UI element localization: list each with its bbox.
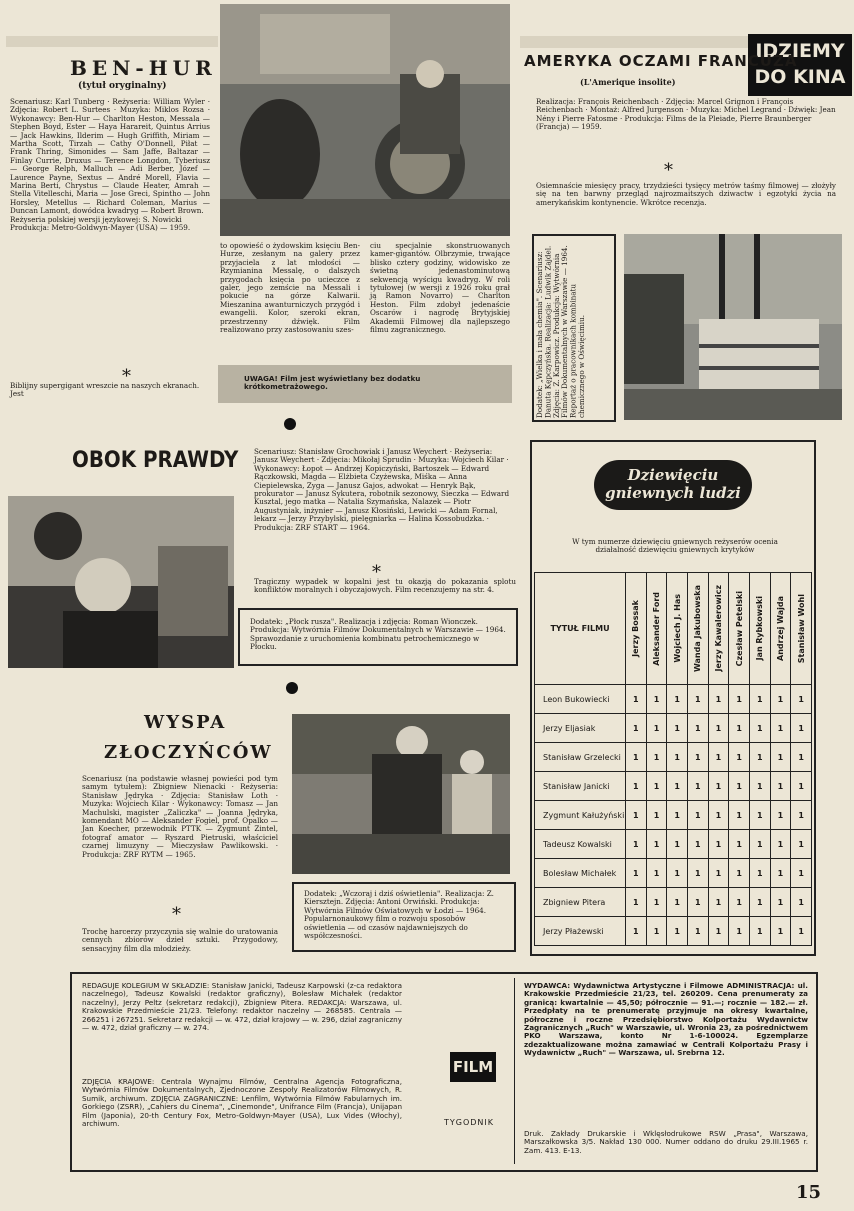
ratings-row	[535, 917, 812, 946]
rating-cell: 1	[687, 888, 708, 917]
ratings-banner-text: Dziewięciu gniewnych ludzi	[605, 466, 741, 502]
ratings-row	[535, 888, 812, 917]
rating-cell: 1	[626, 917, 647, 946]
rating-cell: 1	[626, 714, 647, 743]
rating-cell: 1	[770, 830, 791, 859]
rating-cell: 1	[708, 917, 729, 946]
critic-name: Zbigniew Pitera	[535, 888, 626, 917]
critic-name: Stanisław Grzelecki	[535, 743, 626, 772]
ratings-intro: W tym numerze dziewięciu gniewnych reżyserów ocenia działalność dziewięciu gniewnych krytyków	[572, 537, 778, 555]
rating-cell: 1	[749, 743, 770, 772]
rating-cell: 1	[646, 801, 667, 830]
footer-right2: Druk. Zakłady Drukarskie i Wklęsłodrukowe RSW „Prasa", Warszawa, Marszałkowska 3/5. Nakład 130 000. Numer oddano do druku 29.III.1965 r. Zam. 413. E-13.	[524, 1129, 808, 1155]
rating-cell: 1	[626, 685, 647, 714]
rating-cell: 1	[791, 743, 812, 772]
critic-name: Stanisław Janicki	[535, 772, 626, 801]
rating-cell: 1	[646, 888, 667, 917]
ratings-row	[535, 743, 812, 772]
rating-cell: 1	[646, 772, 667, 801]
ratings-header-row	[535, 573, 812, 685]
obok-desc: Tragiczny wypadek w kopalni jest tu okazją do pokazania splotu konfliktów moralnych i obyczajowych. Film recenzujemy na str. 4.	[254, 577, 516, 595]
header-bar-left	[6, 36, 218, 47]
rating-cell: 1	[667, 685, 688, 714]
film-logo-sub: TYGODNIK	[444, 1118, 495, 1127]
judge-header	[749, 573, 770, 685]
star-ameryka: *	[664, 160, 673, 181]
benhur-warning: UWAGA! Film jest wyświetlany bez dodatku krótkometrażowego.	[218, 365, 512, 403]
benhur-col2: to opowieść o żydowskim księciu Ben-Hurze, zesłanym na galery przez przyjaciela z lat młodości — Rzymianina Messalę, o dalszych przygodach księcia po ucieczce z galer, jego zemście na Messali i pokucie na górze Kalwarii. Mieszanina awanturniczych przygód i ewangelii. Kolor, szeroki ekran, przestrzenny dźwięk. Film realizowano przy zastosowaniu szes-	[220, 241, 360, 335]
rating-cell: 1	[791, 859, 812, 888]
rating-cell: 1	[791, 917, 812, 946]
benhur-intro: Biblijny supergigant wreszcie na naszych ekranach. Jest	[10, 381, 200, 399]
rating-cell: 1	[667, 830, 688, 859]
rating-cell: 1	[749, 685, 770, 714]
benhur-credits: Scenariusz: Karl Tunberg · Reżyseria: William Wyler · Zdjęcia: Robert L. Surtees · Muzyka: Miklos Rozsa · Wykonawcy: Ben-Hur — Charlton Heston, Messala — Stephen Boyd, Ester — Haya Harareit, Quintus Arrius — Jack Hawkins, Ilderim — Hugh Griffith, Miriam — Martha Scott, Tirzah — Cathy O'Donnell, Piłat — Frank Thring, Simonides — Sam Jaffe, Baltazar — Finlay Currie, Druxus — Terence Longdon, Tyberiusz — George Relph, Malluch — Adi Berber, Józef — Laurence Payne, Sextus — André Morell, Flavia — Marina Berti, Chrystus — Claude Heater, Amrah — Stella Vitelleschi, Maria — Jose Greci, Spintho — John Horsley, Metellus — Richard Coleman, Marius — Duncan Lamont, dowódca kwadryg — Robert Brown. Reżyseria polskiej wersji językowej: S. Nowicki Produkcja: Metro-Goldwyn-Mayer (USA) — 1959.	[10, 97, 210, 233]
rating-cell: 1	[749, 830, 770, 859]
judge-name: Stanisław Wohl	[796, 593, 806, 664]
star-wyspa: *	[172, 904, 181, 925]
rating-cell: 1	[729, 830, 750, 859]
rating-cell: 1	[708, 859, 729, 888]
ameryka-credits: Realizacja: François Reichenbach · Zdjęcia: Marcel Grignon i François Reichenbach · Montaż: Alfred Jurgenson · Muzyka: Michel Legrand · Dźwięk: Jean Nény i Pierre Fatosme · Produkcja: Films de la Pleiade, Pierre Braunberger (Francja) — 1959.	[536, 97, 836, 132]
ratings-row	[535, 714, 812, 743]
ratings-row	[535, 830, 812, 859]
rating-cell: 1	[646, 685, 667, 714]
ratings-row	[535, 685, 812, 714]
rating-cell: 1	[770, 714, 791, 743]
critic-name: Leon Bukowiecki	[535, 685, 626, 714]
rating-cell: 1	[729, 801, 750, 830]
rating-cell: 1	[626, 772, 647, 801]
critic-name: Bolesław Michałek	[535, 859, 626, 888]
rating-cell: 1	[667, 743, 688, 772]
rating-cell: 1	[791, 830, 812, 859]
judge-name: Wojciech J. Has	[672, 594, 682, 663]
judge-header	[667, 573, 688, 685]
rating-cell: 1	[646, 743, 667, 772]
judge-name: Andrzej Wajda	[775, 596, 785, 661]
judge-header	[687, 573, 708, 685]
judge-header	[646, 573, 667, 685]
rating-cell: 1	[626, 801, 647, 830]
critic-name: Jerzy Płażewski	[535, 917, 626, 946]
ratings-box	[530, 440, 816, 956]
ratings-table	[534, 572, 812, 946]
chariot-race-image	[220, 4, 510, 236]
campers-image	[292, 714, 510, 874]
ameryka-photo	[624, 234, 842, 420]
rating-cell: 1	[749, 859, 770, 888]
wyspa-photo	[292, 714, 510, 874]
rating-cell: 1	[646, 830, 667, 859]
wyspa-credits: Scenariusz (na podstawie własnej powieści pod tym samym tytułem): Zbigniew Nienacki · Reżyseria: Stanisław Jędryka · Zdjęcia: Stanisław Loth · Muzyka: Wojciech Kilar · Wykonawcy: Tomasz — Jan Machulski, magister „Zaliczka" — Joanna Jędryka, komendant MO — Aleksander Fogiel, prof. Opalko — Jan Koecher, przewodnik PTTK — Zygmunt Zintel, fotograf amator — Ryszard Pietruski, właściciel czarnej limuzyny — Mieczysław Pawlikowski. · Produkcja: ZRF RYTM — 1965.	[82, 774, 278, 859]
rating-cell: 1	[626, 830, 647, 859]
judge-name: Wanda Jakubowska	[693, 584, 703, 673]
rating-cell: 1	[646, 714, 667, 743]
ratings-row	[535, 859, 812, 888]
benhur-orig: (tytuł oryginalny)	[78, 81, 167, 91]
obok-photo	[8, 496, 234, 668]
ratings-corner: TYTUŁ FILMU	[535, 573, 626, 685]
ratings-row	[535, 801, 812, 830]
steamboat-image	[624, 234, 842, 420]
rating-cell: 1	[667, 772, 688, 801]
judge-name: Jerzy Kawalerowicz	[713, 585, 723, 672]
rating-cell: 1	[729, 714, 750, 743]
star-obok: *	[372, 562, 381, 583]
rating-cell: 1	[687, 772, 708, 801]
rating-cell: 1	[708, 772, 729, 801]
footer-box	[70, 972, 818, 1172]
ameryka-orig: (L'Amerique insolite)	[580, 77, 676, 87]
judge-header	[626, 573, 647, 685]
rating-cell: 1	[749, 888, 770, 917]
rating-cell: 1	[729, 685, 750, 714]
page-number: 15	[796, 1182, 822, 1203]
ratings-banner	[594, 460, 752, 510]
rating-cell: 1	[667, 888, 688, 917]
rating-cell: 1	[626, 888, 647, 917]
rating-cell: 1	[687, 859, 708, 888]
critic-name: Zygmunt Kałużyński	[535, 801, 626, 830]
rating-cell: 1	[729, 888, 750, 917]
benhur-col3: ciu specjalnie skonstruowanych kamer-gigantów. Olbrzymie, trwające blisko cztery godziny, widowisko ze świetną jedenastominutową sekwencją wyścigu kwadryg. W roli tytułowej (w wersji z 1926 roku grał ją Ramon Novarro) — Charlton Heston. Film zdobył jedenaście Oscarów i nagrodę Brytyjskiej Akademii Filmowej dla najlepszego filmu zagranicznego.	[370, 241, 510, 335]
benhur-title: BEN-HUR	[70, 56, 217, 80]
benhur-photo	[220, 4, 510, 236]
rating-cell: 1	[770, 772, 791, 801]
ameryka-side-box	[532, 234, 616, 422]
judge-name: Czesław Petelski	[734, 590, 744, 667]
rating-cell: 1	[667, 714, 688, 743]
header-bar-right	[520, 36, 750, 48]
rating-cell: 1	[626, 743, 647, 772]
rating-cell: 1	[791, 801, 812, 830]
rating-cell: 1	[687, 743, 708, 772]
wyspa-title1: WYSPA	[144, 712, 227, 733]
ameryka-desc: Osiemnaście miesięcy pracy, trzydzieści tysięcy metrów taśmy filmowej — złożyły się na ten barwny przegląd najrozmaitszych dziwactw i egzotyki życia na amerykańskim kontynencie. Wkrótce recenzja.	[536, 181, 836, 207]
rating-cell: 1	[770, 743, 791, 772]
footer-left1: REDAGUJE KOLEGIUM W SKŁADZIE: Stanisław Janicki, Tadeusz Karpowski (z-ca redaktora naczelnego), Tadeusz Kowalski (redaktor graficzny), Bolesław Michałek (redaktor naczelny), Jerzy Peltz (sekretarz redakcji), Zbigniew Pitera. REDAKCJA: Warszawa, ul. Krakowskie Przedmieście 21/23. Telefony: redaktor naczelny — 268585. Centrala — 266251 i 267251. Sekretarz redakcji — w. 472, dział krajowy — w. 296, dział zagraniczny — w. 472, dział graficzny — w. 274.	[82, 981, 402, 1033]
section-tag: IDZIEMY DO KINA	[748, 34, 852, 96]
obok-title: OBOK PRAWDY	[72, 448, 239, 473]
wyspa-addon: Dodatek: „Wczoraj i dziś oświetlenia". Realizacja: Z. Kiersztejn. Zdjęcia: Antoni Orwiński. Produkcja: Wytwórnia Filmów Oświatowych w Łodzi — 1964. Popularnonaukowy film o rozwoju sposobów oświetlenia — od czasów najdawniejszych do współczesności.	[292, 882, 516, 952]
rating-cell: 1	[708, 685, 729, 714]
judge-header	[791, 573, 812, 685]
bullet-2	[286, 682, 298, 694]
judge-header	[770, 573, 791, 685]
rating-cell: 1	[749, 801, 770, 830]
rating-cell: 1	[687, 917, 708, 946]
rating-cell: 1	[687, 830, 708, 859]
obok-addon: Dodatek: „Płock rusza". Realizacja i zdjęcia: Roman Wionczek. Produkcja: Wytwórnia Filmów Dokumentalnych w Warszawie — 1964. Sprawozdanie z uruchomienia kombinatu petrochemicznego w Płocku.	[238, 608, 518, 666]
rating-cell: 1	[770, 685, 791, 714]
rating-cell: 1	[791, 888, 812, 917]
footer-divider	[514, 978, 515, 1164]
rating-cell: 1	[729, 917, 750, 946]
rating-cell: 1	[770, 917, 791, 946]
rating-cell: 1	[687, 685, 708, 714]
rating-cell: 1	[708, 830, 729, 859]
rating-cell: 1	[667, 917, 688, 946]
critic-name: Jerzy Eljasiak	[535, 714, 626, 743]
rating-cell: 1	[667, 801, 688, 830]
judge-name: Jerzy Bossak	[631, 600, 641, 657]
star-benhur: *	[122, 366, 131, 387]
judge-name: Jan Rybkowski	[755, 596, 765, 661]
judge-name: Aleksander Ford	[651, 591, 661, 666]
rating-cell: 1	[791, 772, 812, 801]
wyspa-desc: Trochę harcerzy przyczynia się walnie do uratowania cennych zbiorów dzieł sztuki. Przygodowy, sensacyjny film dla młodzieży.	[82, 927, 278, 953]
rating-cell: 1	[708, 743, 729, 772]
rating-cell: 1	[770, 801, 791, 830]
wyspa-title2: ZŁOCZYŃCÓW	[104, 742, 273, 763]
rating-cell: 1	[646, 859, 667, 888]
courtroom-image	[8, 496, 234, 668]
film-logo: FILM	[450, 1052, 496, 1082]
ratings-row	[535, 772, 812, 801]
rating-cell: 1	[708, 801, 729, 830]
ameryka-side-text: Dodatek: „Wielka i mała chemia". Scenariusz: Danuta Kępczyńska. Realizacja: Ludwik Zajdel. Zdjęcia: Z. Karpowicz. Produkcja: Wytwórnia Filmów Dokumentalnych w Warszawie — 1964. Reportaż o pracownikach kombinatu chemicznego w Oświęcimiu.	[535, 245, 587, 418]
rating-cell: 1	[749, 772, 770, 801]
judge-header	[708, 573, 729, 685]
rating-cell: 1	[667, 859, 688, 888]
rating-cell: 1	[729, 743, 750, 772]
rating-cell: 1	[791, 714, 812, 743]
footer-right1: WYDAWCA: Wydawnictwa Artystyczne i Filmowe ADMINISTRACJA: ul. Krakowskie Przedmieście 21/23, tel. 260209. Cena prenumeraty za granicą: kwartalnie — 45,50; półrocznie — 91.—; rocznie — 182.— zł. Przedpłaty na te prenumeratę przyjmuje na okresy kwartalne, półroczne i roczne Przedsiębiorstwo Kolportażu Wydawnictw Zagranicznych „Ruch" w Warszawie, ul. Wronia 23, za pośrednictwem PKO Warszawa, konto Nr 1-6-100024. Egzemplarze zdezaktualizowane można zamawiać w Centrali Kolportażu Prasy i Wydawnictw „Ruch" — Warszawa, ul. Srebrna 12.	[524, 981, 808, 1058]
obok-credits: Scenariusz: Stanisław Grochowiak i Janusz Weychert · Reżyseria: Janusz Weychert · Zdjęcia: Mikołaj Sprudin · Muzyka: Wojciech Kilar · Wykonawcy: Łopot — Andrzej Kopiczyński, Bartoszek — Edward Rączkowski, Magda — Elżbieta Czyżewska, Miśka — Anna Ciepielewska, Zyga — Janusz Gajos, adwokat — Henryk Bąk, prokurator — Janusz Sykutera, robotnik sezonowy, Sieczka — Edward Kusztal, jego matka — Natalia Szymańska, Nalazek — Piotr Augustyniak, inżynier — Janusz Kłosiński, Lewicki — Adam Fornal, lekarz — Jerzy Przybylski, pielęgniarka — Halina Kossobudzka. · Produkcja: ZRF START — 1964.	[254, 447, 510, 532]
bullet-1	[284, 418, 296, 430]
rating-cell: 1	[749, 917, 770, 946]
rating-cell: 1	[729, 772, 750, 801]
rating-cell: 1	[791, 685, 812, 714]
rating-cell: 1	[687, 801, 708, 830]
ameryka-title: AMERYKA OCZAMI FRANCUZA	[524, 52, 798, 70]
judge-header	[729, 573, 750, 685]
rating-cell: 1	[770, 859, 791, 888]
rating-cell: 1	[626, 859, 647, 888]
rating-cell: 1	[646, 917, 667, 946]
rating-cell: 1	[687, 714, 708, 743]
critic-name: Tadeusz Kowalski	[535, 830, 626, 859]
footer-left2: ZDJĘCIA KRAJOWE: Centrala Wynajmu Filmów, Centralna Agencja Fotograficzna, Wytwórnia Filmów Dokumentalnych, Zjednoczone Zespoły Realizatorów Filmowych, R. Sumik, archiwum. ZDJĘCIA ZAGRANICZNE: Lenfilm, Wytwórnia Filmów Fabularnych im. Gorkiego (ZSRR), „Cahiers du Cinema", „Cinemonde", Unifrance Film (Francja), Unijapan Film (Japonia), 20-th Century Fox, Metro-Goldwyn-Mayer (USA), Lux Vides (Włochy), archiwum.	[82, 1077, 402, 1129]
rating-cell: 1	[708, 714, 729, 743]
rating-cell: 1	[749, 714, 770, 743]
rating-cell: 1	[729, 859, 750, 888]
rating-cell: 1	[708, 888, 729, 917]
rating-cell: 1	[770, 888, 791, 917]
